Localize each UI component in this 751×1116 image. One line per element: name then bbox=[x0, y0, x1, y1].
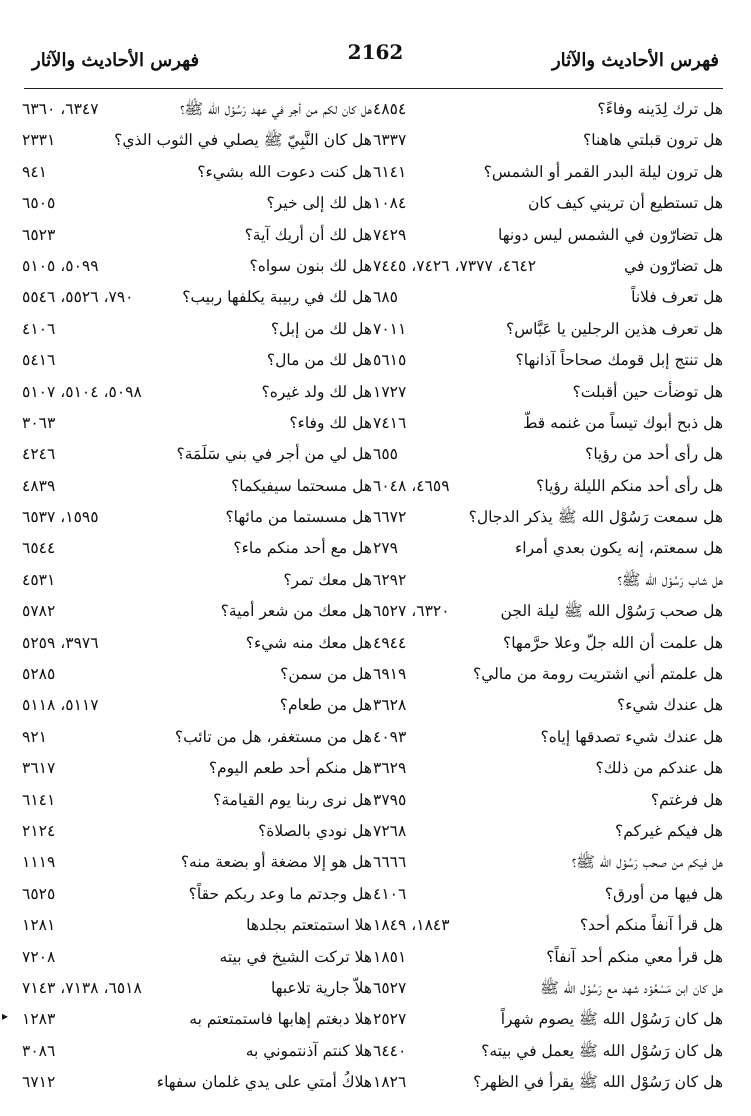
entry-text: هل لك ولد غيره؟ bbox=[261, 382, 372, 401]
entry-reference-numbers: ٧٤١٦ bbox=[373, 413, 407, 432]
index-entry bbox=[22, 753, 372, 784]
entry-reference-numbers: ٦٥٠٥ bbox=[22, 194, 56, 213]
index-entry bbox=[22, 157, 372, 188]
entry-reference-numbers: ٦٥٤٤ bbox=[22, 539, 56, 558]
index-entry bbox=[22, 408, 372, 439]
index-entry bbox=[373, 314, 723, 345]
entry-text: هل توضأت حين أقبلت؟ bbox=[572, 382, 723, 401]
entry-reference-numbers: ٦٧١٢ bbox=[22, 1073, 56, 1092]
entry-reference-numbers: ٣٧٩٥ bbox=[373, 790, 407, 809]
entry-reference-numbers: ٤١٠٦ bbox=[373, 884, 407, 903]
index-entry bbox=[22, 785, 372, 816]
entry-text: هل منكم أحد طعم اليوم؟ bbox=[208, 759, 372, 778]
entry-reference-numbers: ١٠٨٤ bbox=[373, 194, 407, 213]
entry-text: هلا كنتم آذنتموني به bbox=[245, 1041, 372, 1060]
entry-text: هل كان النَّبِيّ ﷺ يصلي في الثوب الذي؟ bbox=[114, 131, 372, 150]
entry-reference-numbers: ٩٢١ bbox=[22, 727, 47, 746]
index-entry bbox=[22, 314, 372, 345]
entry-reference-numbers: ٥١١٧، ٥١١٨ bbox=[22, 696, 99, 715]
index-entry bbox=[373, 408, 723, 439]
index-entry bbox=[373, 879, 723, 910]
entry-text: هل من مستغفر، هل من تائب؟ bbox=[174, 727, 372, 746]
index-entry bbox=[373, 345, 723, 376]
entry-reference-numbers: ٤٢٤٦ bbox=[22, 445, 56, 464]
index-entry bbox=[22, 910, 372, 941]
entry-text: هل مسستما من مائها؟ bbox=[225, 508, 372, 527]
entry-text: هل من طعام؟ bbox=[279, 696, 372, 715]
entry-text: هل لك من مال؟ bbox=[266, 351, 372, 370]
entry-reference-numbers: ٧٢٦٨ bbox=[373, 821, 407, 840]
index-entry bbox=[22, 628, 372, 659]
entry-text: هل كان لكم من أجر في عهد رَسُوْل الله ﷺ؟ bbox=[180, 100, 372, 118]
index-entry bbox=[22, 879, 372, 910]
entry-reference-numbers: ٤٦٥٩، ٦٠٤٨ bbox=[373, 476, 450, 495]
index-entry bbox=[22, 533, 372, 564]
index-entry bbox=[22, 345, 372, 376]
index-entry bbox=[373, 94, 723, 125]
entry-text: هل تستطيع أن تريني كيف كان bbox=[527, 194, 723, 213]
index-entry bbox=[22, 188, 372, 219]
entry-reference-numbers: ٣٦٢٨ bbox=[373, 696, 407, 715]
entry-text: هل فيها من أورق؟ bbox=[604, 884, 723, 903]
entry-text: هلا استمتعتم بجلدها bbox=[246, 916, 372, 935]
index-entry bbox=[373, 157, 723, 188]
running-title-right: فهرس الأحاديث والآثار bbox=[551, 50, 719, 71]
index-entry bbox=[373, 816, 723, 847]
index-entry bbox=[373, 1036, 723, 1067]
index-entry bbox=[22, 1067, 372, 1098]
entry-text: هل نودي بالصلاة؟ bbox=[258, 821, 372, 840]
index-entry bbox=[22, 377, 372, 408]
entry-text: هل تضارّون في bbox=[624, 256, 723, 275]
entry-reference-numbers: ١٥٩٥، ٦٥٣٧ bbox=[22, 508, 99, 527]
index-entry bbox=[373, 220, 723, 251]
entry-reference-numbers: ٤٦٤٢، ٧٣٧٧، ٧٤٢٦، ٧٤٤٥ bbox=[373, 256, 537, 275]
entry-reference-numbers: ٥٠٩٨، ٥١٠٤، ٥١٠٧ bbox=[22, 382, 142, 401]
entry-reference-numbers: ٦٣٣٧ bbox=[373, 131, 407, 150]
index-entry bbox=[373, 188, 723, 219]
entry-text: هلاكُ أمتي على يدي غلمان سفهاء bbox=[156, 1073, 372, 1092]
left-column bbox=[22, 94, 372, 1099]
entry-reference-numbers: ٧٤٢٩ bbox=[373, 225, 407, 244]
entry-text: هل علمت أن الله جلّ وعلا حرَّمها؟ bbox=[502, 633, 723, 652]
entry-text: هلا دبغتم إهابها فاستمتعتم به bbox=[189, 1010, 372, 1029]
index-entry bbox=[373, 596, 723, 627]
entry-text: هل سمعت رَسُوْل الله ﷺ يذكر الدجال؟ bbox=[468, 508, 723, 527]
index-entry bbox=[373, 973, 723, 1004]
entry-text: هل عندكم من ذلك؟ bbox=[595, 759, 723, 778]
entry-text: هل تعرف فلاناً bbox=[631, 288, 723, 307]
entry-reference-numbers: ٥٠٩٩، ٥١٠٥ bbox=[22, 256, 99, 275]
entry-reference-numbers: ٥٦١٥ bbox=[373, 351, 407, 370]
entry-reference-numbers: ٦٥٥ bbox=[373, 445, 398, 464]
entry-reference-numbers: ٦٩١٩ bbox=[373, 665, 407, 684]
index-entry bbox=[373, 722, 723, 753]
index-entry bbox=[22, 1036, 372, 1067]
entry-text: هل رأى أحد من رؤيا؟ bbox=[585, 445, 723, 464]
index-entry bbox=[373, 910, 723, 941]
index-entry bbox=[373, 942, 723, 973]
entry-reference-numbers: ٧٢٠٨ bbox=[22, 947, 56, 966]
entry-text: هل صحب رَسُوْل الله ﷺ ليلة الجن bbox=[500, 602, 723, 621]
entry-reference-numbers: ٢٧٩ bbox=[373, 539, 398, 558]
entry-text: هل معك من شعر أمية؟ bbox=[220, 602, 372, 621]
index-entry bbox=[22, 439, 372, 470]
entry-reference-numbers: ٦٥٢٣ bbox=[22, 225, 56, 244]
entry-text: هل كان رَسُوْل الله ﷺ يصوم شهراً bbox=[500, 1010, 723, 1029]
entry-reference-numbers: ٦٢٩٢ bbox=[373, 570, 407, 589]
index-entry bbox=[22, 973, 372, 1004]
index-entry bbox=[373, 502, 723, 533]
entry-reference-numbers: ١٨٢٦ bbox=[373, 1073, 407, 1092]
entry-text: هل كان ابن مَسْعُوْد شهد مع رَسُوْل الله ﷺ bbox=[540, 978, 723, 997]
index-entry bbox=[373, 251, 723, 282]
index-entry bbox=[373, 439, 723, 470]
entry-text: هل فيكم من صحب رَسُوْل الله ﷺ؟ bbox=[571, 853, 723, 872]
index-entry bbox=[373, 282, 723, 313]
index-entry bbox=[373, 628, 723, 659]
entry-reference-numbers: ٣٠٦٣ bbox=[22, 413, 56, 432]
entry-reference-numbers: ٣٦٢٩ bbox=[373, 759, 407, 778]
entry-reference-numbers: ٣٦١٧ bbox=[22, 759, 56, 778]
index-entry bbox=[22, 251, 372, 282]
index-entry bbox=[22, 722, 372, 753]
entry-reference-numbers: ٤١٠٦ bbox=[22, 319, 56, 338]
entry-text: هل لك بنون سواه؟ bbox=[249, 256, 372, 275]
index-entry bbox=[373, 690, 723, 721]
entry-text: هل نرى ربنا يوم القيامة؟ bbox=[213, 790, 372, 809]
entry-reference-numbers: ٢١٢٤ bbox=[22, 821, 56, 840]
entry-text: هل شاب رَسُوْل الله ﷺ؟ bbox=[617, 570, 723, 589]
index-entry bbox=[22, 659, 372, 690]
entry-reference-numbers: ٤٩٤٤ bbox=[373, 633, 407, 652]
index-entry bbox=[373, 1004, 723, 1035]
index-entry bbox=[22, 847, 372, 878]
index-entry bbox=[373, 565, 723, 596]
entry-reference-numbers: ٦٥٢٥ bbox=[22, 884, 56, 903]
entry-text: هل كان رَسُوْل الله ﷺ يعمل في بيته؟ bbox=[481, 1041, 723, 1060]
entry-text: هل فرغتم؟ bbox=[650, 790, 723, 809]
entry-reference-numbers: ٣٠٨٦ bbox=[22, 1041, 56, 1060]
index-entry bbox=[22, 94, 372, 125]
entry-text: هل لي من أجر في بني سَلَمَة؟ bbox=[176, 445, 372, 464]
index-entry bbox=[373, 659, 723, 690]
entry-text: هلا تركت الشيخ في بيته bbox=[219, 947, 372, 966]
entry-reference-numbers: ٩٤١ bbox=[22, 162, 47, 181]
entry-reference-numbers: ٦٨٥ bbox=[373, 288, 398, 307]
index-entry bbox=[22, 125, 372, 156]
entry-text: هل تنتج إبل قومك صحاحاً آذانها؟ bbox=[515, 351, 723, 370]
entry-reference-numbers: ٤٨٥٤ bbox=[373, 100, 407, 118]
index-entry bbox=[22, 282, 372, 313]
index-entry bbox=[373, 785, 723, 816]
entry-text: هل لك من إبل؟ bbox=[270, 319, 372, 338]
entry-reference-numbers: ٦٥٢٧ bbox=[373, 978, 407, 997]
index-entry bbox=[373, 847, 723, 878]
header-rule bbox=[24, 88, 723, 89]
entry-reference-numbers: ٦٤٤٠ bbox=[373, 1041, 407, 1060]
entry-text: هل عندك شيء تصدقها إياه؟ bbox=[540, 727, 723, 746]
entry-text: هل قرأ معي منكم أحد آنفاً؟ bbox=[546, 947, 723, 966]
entry-text: هلاّ جارية تلاعبها bbox=[270, 978, 372, 997]
entry-reference-numbers: ١١١٩ bbox=[22, 853, 56, 872]
entry-text: هل ترون قبلتي هاهنا؟ bbox=[583, 131, 723, 150]
entry-reference-numbers: ١٨٤٣، ١٨٤٩ bbox=[373, 916, 450, 935]
index-entry bbox=[373, 377, 723, 408]
entry-text: هل عندك شيء؟ bbox=[616, 696, 723, 715]
entry-reference-numbers: ١٢٨٣ bbox=[22, 1010, 56, 1029]
entry-reference-numbers: ٦٦٧٢ bbox=[373, 508, 407, 527]
entry-reference-numbers: ٦١٤١ bbox=[373, 162, 407, 181]
entry-reference-numbers: ٦٥١٨، ٧١٣٨، ٧١٤٣ bbox=[22, 978, 142, 997]
index-entry bbox=[22, 596, 372, 627]
entry-reference-numbers: ٣٩٧٦، ٥٢٥٩ bbox=[22, 633, 99, 652]
entry-text: هل سمعتم، إنه يكون بعدي أمراء bbox=[515, 539, 723, 558]
entry-text: هل مسحتما سيفيكما؟ bbox=[231, 476, 372, 495]
entry-reference-numbers: ٦٦٦٦ bbox=[373, 853, 407, 872]
page-header bbox=[28, 40, 723, 76]
entry-text: هل من سمن؟ bbox=[280, 665, 372, 684]
entry-text: هل ترك لِدَينه وفاءً؟ bbox=[597, 100, 723, 118]
entry-text: هل ترون ليلة البدر القمر أو الشمس؟ bbox=[483, 162, 723, 181]
entry-text: هل كنت دعوت الله بشيء؟ bbox=[197, 162, 372, 181]
index-entry bbox=[373, 533, 723, 564]
index-columns bbox=[22, 94, 723, 1092]
entry-reference-numbers: ٢٥٢٧ bbox=[373, 1010, 407, 1029]
entry-reference-numbers: ١٢٨١ bbox=[22, 916, 56, 935]
index-entry bbox=[22, 942, 372, 973]
index-entry bbox=[22, 690, 372, 721]
entry-reference-numbers: ٦٣٤٧، ٦٣٦٠ bbox=[22, 100, 99, 118]
entry-text: هل ذبح أبوك تيساً من غنمه قطّ bbox=[523, 413, 723, 432]
entry-reference-numbers: ٢٣٣١ bbox=[22, 131, 56, 150]
page-number: 2162 bbox=[347, 40, 404, 64]
entry-reference-numbers: ٦١٤١ bbox=[22, 790, 56, 809]
entry-text: هل لك في ربيبة يكلفها ربيب؟ bbox=[182, 288, 372, 307]
entry-text: هل رأى أحد منكم الليلة رؤيا؟ bbox=[536, 476, 723, 495]
index-entry bbox=[22, 220, 372, 251]
index-entry bbox=[22, 502, 372, 533]
entry-reference-numbers: ٤٥٣١ bbox=[22, 570, 56, 589]
index-entry bbox=[373, 471, 723, 502]
entry-text: هل معك منه شيء؟ bbox=[245, 633, 372, 652]
index-entry bbox=[373, 753, 723, 784]
index-entry bbox=[22, 816, 372, 847]
right-column bbox=[373, 94, 723, 1099]
entry-text: هل مع أحد منكم ماء؟ bbox=[233, 539, 372, 558]
entry-text: هل تعرف هذين الرجلين يا عَبَّاس؟ bbox=[506, 319, 723, 338]
index-entry bbox=[22, 471, 372, 502]
entry-reference-numbers: ٥٢٨٥ bbox=[22, 665, 56, 684]
entry-text: هل وجدتم ما وعد ربكم حقاً؟ bbox=[188, 884, 372, 903]
entry-text: هل لك إلى خير؟ bbox=[266, 194, 372, 213]
index-entry bbox=[373, 1067, 723, 1098]
entry-text: هل لك وفاء؟ bbox=[289, 413, 372, 432]
entry-reference-numbers: ٧٩٠، ٥٥٢٦، ٥٥٤٦ bbox=[22, 288, 134, 307]
entry-reference-numbers: ٥٧٨٢ bbox=[22, 602, 56, 621]
entry-reference-numbers: ٧٠١١ bbox=[373, 319, 407, 338]
entry-reference-numbers: ٥٤١٦ bbox=[22, 351, 56, 370]
entry-reference-numbers: ١٨٥١ bbox=[373, 947, 407, 966]
entry-text: هل علمتم أني اشتريت رومة من مالي؟ bbox=[473, 665, 723, 684]
margin-mark: ▸ bbox=[2, 1009, 9, 1023]
entry-reference-numbers: ٤٨٣٩ bbox=[22, 476, 56, 495]
index-entry bbox=[22, 565, 372, 596]
entry-text: هل قرأ آنفاً منكم أحد؟ bbox=[579, 916, 723, 935]
entry-reference-numbers: ٤٠٩٣ bbox=[373, 727, 407, 746]
running-title-left: فهرس الأحاديث والآثار bbox=[32, 50, 200, 71]
entry-text: هل فيكم غيركم؟ bbox=[615, 821, 723, 840]
entry-reference-numbers: ٦٣٢٠، ٦٥٢٧ bbox=[373, 602, 450, 621]
entry-reference-numbers: ١٧٢٧ bbox=[373, 382, 407, 401]
entry-text: هل كان رَسُوْل الله ﷺ يقرأ في الظهر؟ bbox=[473, 1073, 723, 1092]
index-entry bbox=[22, 1004, 372, 1035]
index-entry bbox=[373, 125, 723, 156]
entry-text: هل تضارّون في الشمس ليس دونها bbox=[497, 225, 723, 244]
entry-text: هل معك تمر؟ bbox=[283, 570, 372, 589]
entry-text: هل هو إلا مضغة أو بضعة منه؟ bbox=[180, 853, 372, 872]
entry-text: هل لك أن أريك آية؟ bbox=[244, 225, 372, 244]
